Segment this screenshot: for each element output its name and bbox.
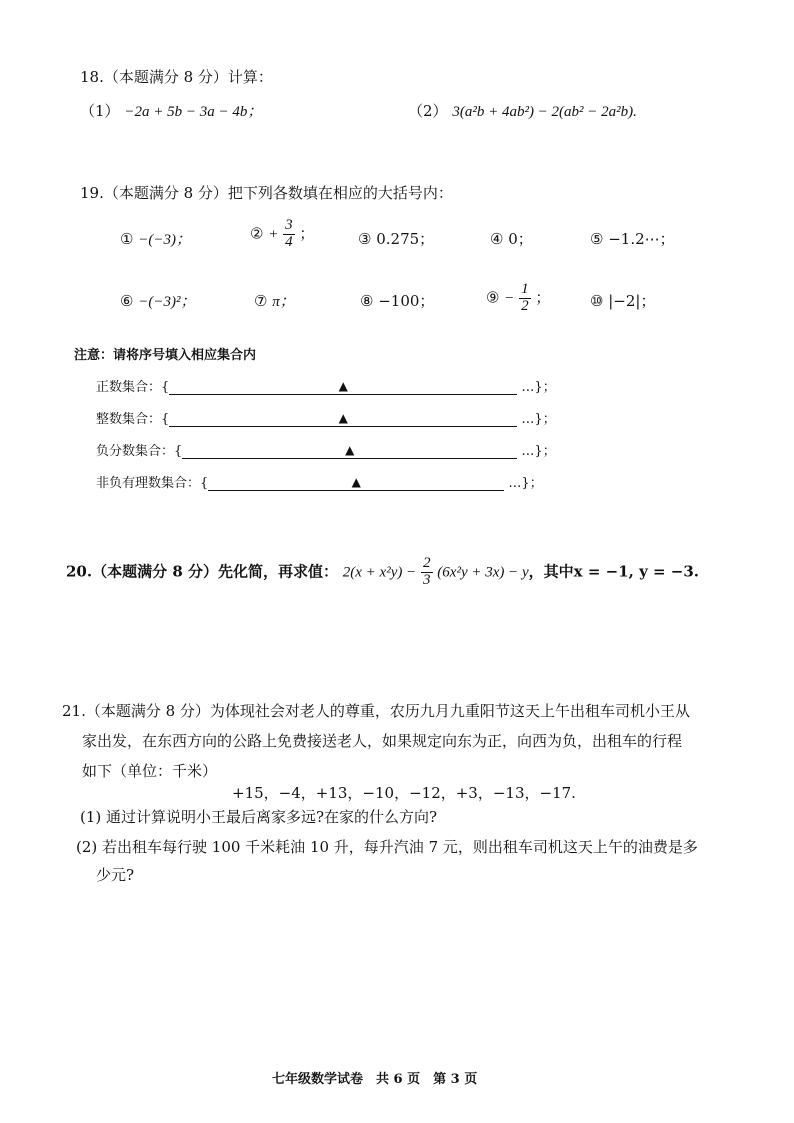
- item-number: ⑦: [254, 292, 268, 310]
- item-suffix: ；: [535, 288, 551, 307]
- triangle-icon: ▲: [351, 475, 361, 489]
- item-value: −(−3)；: [138, 232, 191, 248]
- item-value: −100；: [378, 292, 435, 310]
- item-number: ⑩: [590, 292, 604, 310]
- page-footer: 七年级数学试卷 共 6 页 第 3 页: [272, 1072, 478, 1087]
- item-number: ②: [250, 224, 264, 243]
- set-label: 整数集合：{: [96, 412, 170, 427]
- fraction: $\frac{1}{2}$: [521, 281, 529, 314]
- item-value: π；: [272, 294, 295, 310]
- q20-header: 20.（本题满分 8 分）先化简，再求值：: [66, 562, 338, 581]
- q20: [66, 556, 699, 589]
- q18-part1-label: （1）: [80, 102, 120, 120]
- q19-item-7: [254, 290, 295, 311]
- q19-item-3: [358, 228, 434, 249]
- q21-data: +15，−4，+13，−10，−12，+3，−13，−17.: [232, 784, 576, 802]
- item-value: −1.2⋯；: [608, 230, 675, 248]
- item-number: ⑨: [486, 288, 500, 307]
- q18-part1-expr: −2a + 5b − 3a − 4b；: [124, 104, 263, 120]
- set-label: 负分数集合：{: [96, 444, 183, 459]
- triangle-icon: ▲: [345, 443, 355, 457]
- q19-set-integer: [96, 408, 556, 427]
- answer-blank[interactable]: [169, 410, 517, 427]
- item-value: +: [268, 226, 279, 243]
- q21-line3: 如下（单位：千米）: [82, 762, 218, 780]
- answer-blank[interactable]: [182, 442, 517, 459]
- q21-sub2-line2: 少元?: [96, 866, 135, 884]
- q19-set-nonnegative-rational: [96, 472, 543, 491]
- set-end: …}；: [521, 380, 556, 395]
- item-value: |−2|；: [608, 292, 656, 310]
- item-number: ①: [120, 230, 134, 248]
- q19-item-4: [490, 228, 533, 249]
- q19-item-1: [120, 228, 191, 249]
- q20-expr-a: 2(x + x²y) −: [342, 564, 417, 581]
- q18-part2: [408, 100, 637, 121]
- item-value: 0；: [508, 230, 533, 248]
- q19-item-5: [590, 228, 675, 249]
- q19-item-6: [120, 290, 195, 311]
- q21-sub2-line1: (2) 若出租车每行驶 100 千米耗油 10 升，每升汽油 7 元，则出租车司机这天上午的油费是多: [76, 838, 698, 856]
- item-value: −: [504, 290, 515, 307]
- item-number: ⑤: [590, 230, 604, 248]
- q18-part2-label: （2）: [408, 102, 448, 120]
- set-label: 非负有理数集合：{: [96, 476, 209, 491]
- q19-note: 注意：请将序号填入相应集合内: [74, 348, 257, 363]
- item-value: −(−3)²；: [138, 294, 196, 310]
- q18-part2-expr: 3(a²b + 4ab²) − 2(ab² − 2a²b).: [452, 104, 637, 120]
- q18-header: 18.（本题满分 8 分）计算：: [80, 68, 273, 86]
- set-end: …}；: [521, 412, 556, 427]
- q21-sub1: (1) 通过计算说明小王最后离家多远?在家的什么方向?: [80, 808, 438, 826]
- q20-condition: ，其中x = −1, y = −3.: [528, 562, 700, 581]
- item-number: ③: [358, 230, 372, 248]
- q21-line2: 家出发，在东西方向的公路上免费接送老人，如果规定向东为正，向西为负，出租车的行程: [82, 732, 683, 750]
- item-number: ⑥: [120, 292, 134, 310]
- item-suffix: ；: [299, 224, 315, 243]
- q18-part1: [80, 100, 262, 121]
- fraction: $\frac{2}{3}$: [423, 555, 431, 588]
- q19-item-2: [250, 218, 314, 251]
- answer-blank[interactable]: [169, 378, 517, 395]
- q19-header: 19.（本题满分 8 分）把下列各数填在相应的大括号内：: [80, 184, 453, 202]
- set-end: …}；: [521, 444, 556, 459]
- item-number: ⑧: [360, 292, 374, 310]
- q19-set-negative-fraction: [96, 440, 556, 459]
- triangle-icon: ▲: [338, 411, 348, 425]
- answer-blank[interactable]: [208, 474, 504, 491]
- triangle-icon: ▲: [338, 379, 348, 393]
- q21-line1: 21.（本题满分 8 分）为体现社会对老人的尊重，农历九月九重阳节这天上午出租车司机小王从: [62, 702, 690, 720]
- q19-set-positive: [96, 376, 556, 395]
- fraction: $\frac{3}{4}$: [285, 217, 293, 250]
- item-number: ④: [490, 230, 504, 248]
- q19-item-8: [360, 290, 434, 311]
- item-value: 0.275；: [376, 230, 435, 248]
- set-label: 正数集合：{: [96, 380, 170, 395]
- q20-expr-b: (6x²y + 3x) − y: [437, 564, 529, 581]
- q19-item-9: [486, 282, 550, 315]
- set-end: …}；: [508, 476, 543, 491]
- q19-item-10: [590, 290, 655, 311]
